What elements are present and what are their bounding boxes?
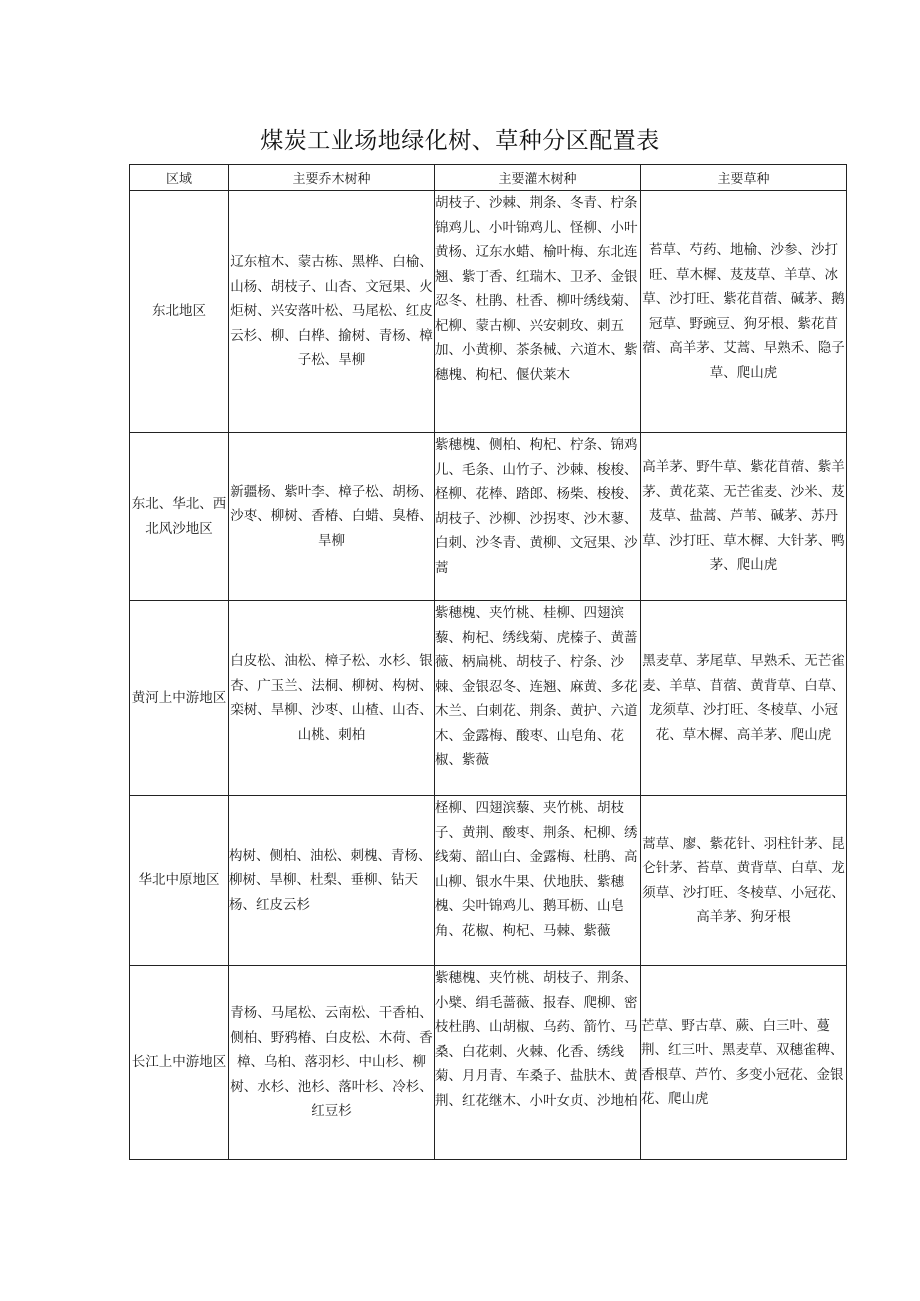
trees-cell: 青杨、马尾松、云南松、干香柏、侧柏、野鸦椿、白皮松、木荷、香樟、乌桕、落羽杉、中山杉、柳树、水杉、池杉、落叶杉、冷杉、红豆杉 — [229, 966, 435, 1160]
species-table — [129, 164, 847, 1160]
header-grasses: 主要草种 — [641, 165, 847, 191]
shrubs-cell: 紫穗槐、侧柏、枸杞、柠条、锦鸡儿、毛条、山竹子、沙棘、梭梭、柽柳、花棒、踏郎、杨柴、梭梭、胡枝子、沙柳、沙拐枣、沙木蓼、白刺、沙冬青、黄柳、文冠果、沙蒿 — [435, 433, 641, 601]
shrubs-cell: 紫穗槐、夹竹桃、胡枝子、荆条、小檗、绢毛蔷薇、报春、爬柳、密枝杜鹃、山胡椒、乌药、箭竹、马桑、白花刺、火棘、化香、绣线菊、月月青、车桑子、盐肤木、黄荆、红花继木、小叶女贞、沙地柏 — [435, 966, 641, 1160]
region-cell: 华北中原地区 — [130, 796, 229, 966]
shrubs-cell: 柽柳、四翅滨藜、夹竹桃、胡枝子、黄荆、酸枣、荆条、杞柳、绣线菊、韶山白、金露梅、杜鹃、高山柳、银水牛果、伏地肤、紫穗槐、尖叶锦鸡儿、鹅耳枥、山皂角、花椒、枸杞、马棘、紫薇 — [435, 796, 641, 966]
table-row — [130, 433, 847, 601]
grasses-cell: 黑麦草、茅尾草、早熟禾、无芒雀麦、羊草、苜蓿、黄背草、白草、龙须草、沙打旺、冬棱草、小冠花、草木樨、高羊茅、爬山虎 — [641, 601, 847, 796]
grasses-cell: 蒿草、廖、紫花针、羽柱针茅、昆仑针茅、苔草、黄背草、白草、龙须草、沙打旺、冬棱草、小冠花、高羊茅、狗牙根 — [641, 796, 847, 966]
header-region: 区域 — [130, 165, 229, 191]
region-cell: 长江上中游地区 — [130, 966, 229, 1160]
region-cell: 东北、华北、西北风沙地区 — [130, 433, 229, 601]
grasses-cell: 苔草、芍药、地榆、沙参、沙打旺、草木樨、芨芨草、羊草、冰草、沙打旺、紫花苜蓿、碱茅、鹅冠草、野豌豆、狗牙根、紫花苜蓿、高羊茅、艾蒿、早熟禾、隐子草、爬山虎 — [641, 191, 847, 433]
shrubs-cell: 紫穗槐、夹竹桃、桂柳、四翅滨藜、枸杞、绣线菊、虎榛子、黄蔷薇、柄扁桃、胡枝子、柠条、沙棘、金银忍冬、连翘、麻黄、多花木兰、白刺花、荆条、黄护、六道木、金露梅、酸枣、山皂角、花椒、紫薇 — [435, 601, 641, 796]
trees-cell: 构树、侧柏、油松、刺槐、青杨、柳树、旱柳、杜梨、垂柳、钻天杨、红皮云杉 — [229, 796, 435, 966]
header-shrubs: 主要灌木树种 — [435, 165, 641, 191]
trees-cell: 新疆杨、紫叶李、樟子松、胡杨、沙枣、柳树、香椿、白蜡、臭椿、旱柳 — [229, 433, 435, 601]
grasses-cell: 芒草、野古草、蕨、白三叶、蔓荆、红三叶、黑麦草、双穗雀稗、香根草、芦竹、多变小冠花、金银花、爬山虎 — [641, 966, 847, 1160]
region-cell: 黄河上中游地区 — [130, 601, 229, 796]
table-row — [130, 966, 847, 1160]
grasses-cell: 高羊茅、野牛草、紫花苜蓿、紫羊茅、黄花菜、无芒雀麦、沙米、芨芨草、盐蒿、芦苇、碱茅、苏丹草、沙打旺、草木樨、大针茅、鸭茅、爬山虎 — [641, 433, 847, 601]
header-trees: 主要乔木树种 — [229, 165, 435, 191]
shrubs-cell: 胡枝子、沙棘、荆条、冬青、柠条锦鸡儿、小叶锦鸡儿、怪柳、小叶黄杨、辽东水蜡、榆叶梅、东北连翘、紫丁香、红瑞木、卫矛、金银忍冬、杜鹃、杜香、柳叶绣线菊、杞柳、蒙古柳、兴安刺玫、刺五加、小黄柳、茶条械、六道木、紫穗槐、枸杞、偃伏莱木 — [435, 191, 641, 433]
page-title: 煤炭工业场地绿化树、草种分区配置表 — [260, 128, 660, 154]
table-header-row — [130, 165, 847, 191]
table-row — [130, 191, 847, 433]
table-row — [130, 601, 847, 796]
trees-cell: 辽东椬木、蒙古栋、黑桦、白榆、山杨、胡枝子、山杏、文冠果、火炬树、兴安落叶松、马尾松、红皮云杉、柳、白桦、揄树、青杨、樟子松、旱柳 — [229, 191, 435, 433]
trees-cell: 白皮松、油松、樟子松、水杉、银杏、广玉兰、法桐、柳树、构树、栾树、旱柳、沙枣、山楂、山杏、山桃、刺柏 — [229, 601, 435, 796]
table-row — [130, 796, 847, 966]
region-cell: 东北地区 — [130, 191, 229, 433]
